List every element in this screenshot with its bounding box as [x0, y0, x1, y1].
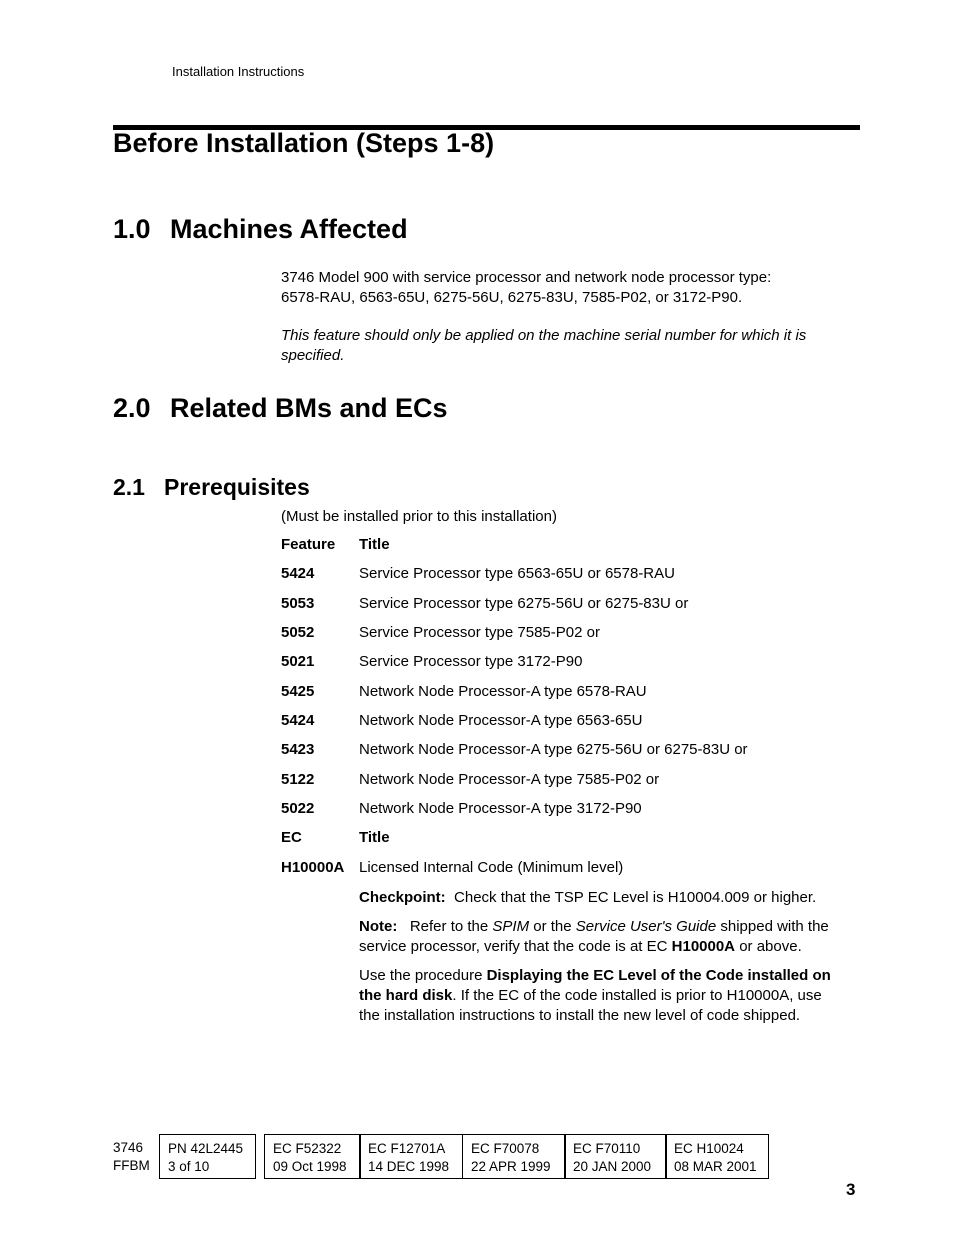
- footer-ec-date: 14 DEC 1998: [368, 1159, 450, 1174]
- machines-paragraph: [281, 268, 861, 308]
- procedure-name: the hard disk: [359, 987, 453, 1004]
- footer-ec-box: [264, 1134, 361, 1179]
- running-header: Installation Instructions: [172, 64, 305, 79]
- feature-code: 5424: [281, 565, 315, 582]
- feature-title: Service Processor type 7585-P02 or: [359, 624, 600, 641]
- section-1-title: Machines Affected: [170, 214, 408, 244]
- section-2-heading: [113, 393, 448, 424]
- note-text: service processor, verify that the code is at EC: [359, 938, 672, 955]
- chapter-title: Before Installation (Steps 1-8): [113, 128, 495, 158]
- feature-title: Service Processor type 6275-56U or 6275-83U or: [359, 595, 689, 612]
- footer-ec-box: [564, 1134, 667, 1179]
- ec-title: Licensed Internal Code (Minimum level): [359, 859, 624, 876]
- footer-part-number: PN 42L2445: [168, 1141, 244, 1156]
- procedure-paragraph: [359, 966, 861, 1026]
- footer-page-count: 3 of 10: [168, 1159, 210, 1174]
- note-text-guide: Service User's Guide: [575, 918, 717, 935]
- footer-ec-date: 09 Oct 1998: [273, 1159, 347, 1174]
- feature-code: 5425: [281, 683, 315, 700]
- feature-code: 5424: [281, 712, 315, 729]
- serial-note-line-2: specified.: [281, 347, 345, 364]
- feature-title: Network Node Processor-A type 3172-P90: [359, 800, 642, 817]
- feature-column-header: Feature: [281, 536, 336, 553]
- procedure-text: the installation instructions to install the new level of code shipped.: [359, 1007, 801, 1024]
- footer-machine: 3746: [113, 1140, 144, 1155]
- section-2-1-title: Prerequisites: [164, 474, 310, 500]
- ec-column-header: EC: [281, 829, 302, 846]
- checkpoint-text: Check that the TSP EC Level is H10004.009 or higher.: [454, 889, 817, 906]
- note-text-spim: SPIM: [492, 918, 530, 935]
- section-2-title: Related BMs and ECs: [170, 393, 448, 423]
- feature-title: Network Node Processor-A type 6578-RAU: [359, 683, 647, 700]
- prerequisites-intro: (Must be installed prior to this installation): [281, 508, 557, 525]
- section-2-number: 2.0: [113, 393, 151, 423]
- section-2-1-heading: [113, 474, 310, 501]
- serial-note-paragraph: [281, 326, 861, 366]
- section-2-1-number: 2.1: [113, 474, 145, 500]
- checkpoint-label: Checkpoint:: [359, 889, 446, 906]
- feature-title: Service Processor type 3172-P90: [359, 653, 583, 670]
- feature-title: Network Node Processor-A type 6563-65U: [359, 712, 643, 729]
- note-label: Note:: [359, 918, 398, 935]
- footer-ec-box: [359, 1134, 463, 1179]
- section-1-number: 1.0: [113, 214, 151, 244]
- ec-title-column-header: Title: [359, 829, 390, 846]
- feature-title: Service Processor type 6563-65U or 6578-RAU: [359, 565, 675, 582]
- footer-ec-number: EC F12701A: [368, 1141, 446, 1156]
- footer-product-id: [113, 1139, 150, 1175]
- machines-line-1: 3746 Model 900 with service processor and network node processor type:: [281, 269, 772, 286]
- feature-code: 5122: [281, 771, 315, 788]
- serial-note-line-1: This feature should only be applied on the machine serial number for which it is: [281, 327, 807, 344]
- note-text: shipped with the: [716, 918, 829, 935]
- footer-ec-date: 20 JAN 2000: [573, 1159, 652, 1174]
- footer-ec-box: [665, 1134, 769, 1179]
- procedure-name: Displaying the EC Level of the Code installed on: [486, 967, 831, 984]
- footer-ec-date: 08 MAR 2001: [674, 1159, 757, 1174]
- footer-ec-number: EC H10024: [674, 1141, 744, 1156]
- note-paragraph: [359, 917, 861, 957]
- footer-ec-number: EC F52322: [273, 1141, 342, 1156]
- note-text-ec: H10000A: [671, 938, 736, 955]
- procedure-text: Use the procedure: [359, 967, 487, 984]
- feature-code: 5423: [281, 741, 315, 758]
- note-text: or the: [529, 918, 576, 935]
- footer-ec-date: 22 APR 1999: [471, 1159, 551, 1174]
- feature-code: 5022: [281, 800, 315, 817]
- page-number: 3: [846, 1180, 856, 1199]
- machines-line-2: 6578-RAU, 6563-65U, 6275-56U, 6275-83U, 7585-P02, or 3172-P90.: [281, 289, 743, 306]
- procedure-text: . If the EC of the code installed is prior to H10000A, use: [452, 987, 822, 1004]
- note-text: Refer to the: [409, 918, 493, 935]
- feature-code: 5053: [281, 595, 315, 612]
- ec-code: H10000A: [281, 859, 345, 876]
- checkpoint-paragraph: [359, 888, 861, 908]
- section-1-heading: [113, 214, 408, 245]
- footer-ec-number: EC F70078: [471, 1141, 540, 1156]
- title-column-header: Title: [359, 536, 390, 553]
- footer-pn-box: [159, 1134, 256, 1179]
- feature-title: Network Node Processor-A type 7585-P02 or: [359, 771, 660, 788]
- note-text: or above.: [735, 938, 802, 955]
- feature-code: 5021: [281, 653, 315, 670]
- footer-ec-number: EC F70110: [573, 1141, 641, 1156]
- footer-feature: FFBM: [113, 1158, 150, 1173]
- feature-title: Network Node Processor-A type 6275-56U or 6275-83U or: [359, 741, 748, 758]
- feature-code: 5052: [281, 624, 315, 641]
- footer-ec-box: [462, 1134, 566, 1179]
